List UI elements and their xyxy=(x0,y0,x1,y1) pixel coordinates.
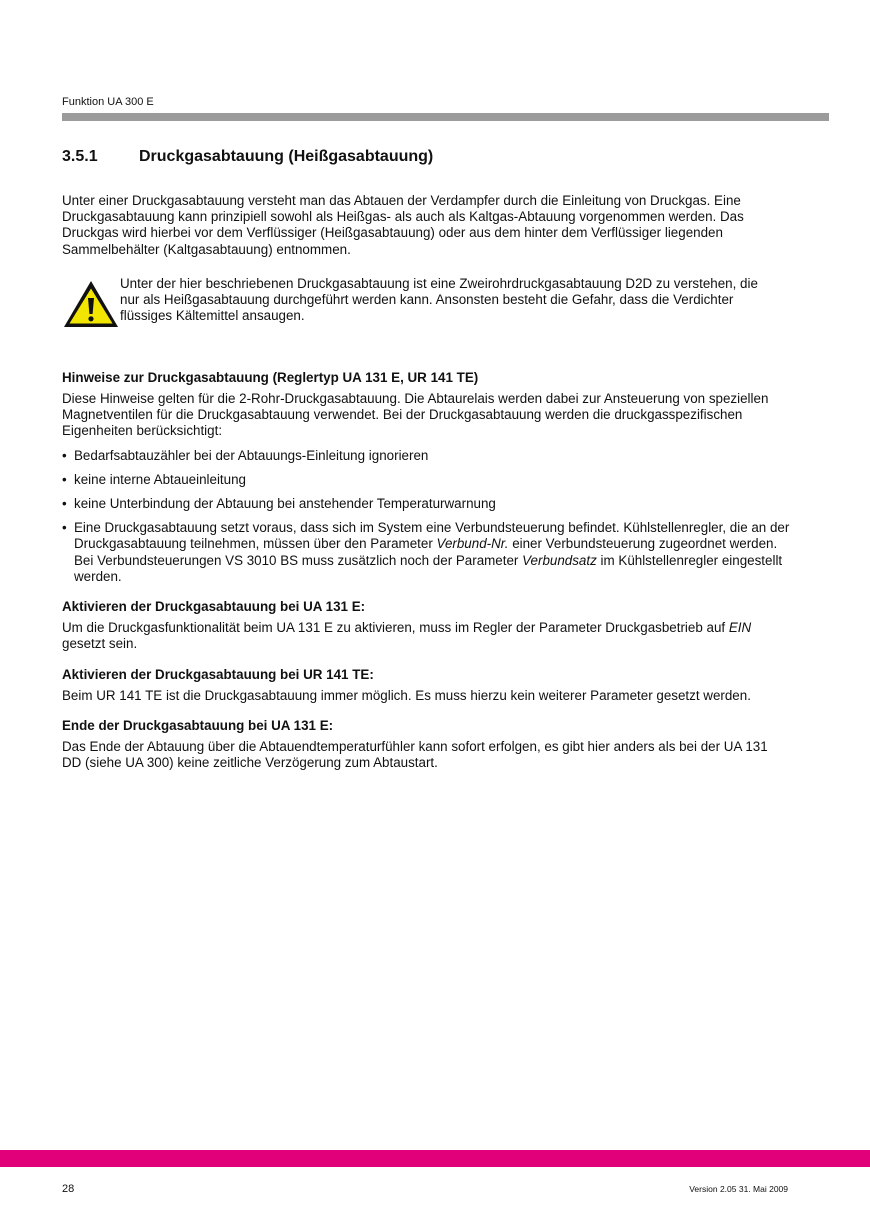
version-info: Version 2.05 31. Mai 2009 xyxy=(689,1184,788,1194)
intro-paragraph: Unter einer Druckgasabtauung versteht man das Abtauen der Verdampfer durch die Einleitung von Druckgas. Eine Druckgasabtauung kann prinzipiell sowohl als Heißgas- als auch als Kaltgas-Abtauung vorgenommen werden. Das Druckgas wird hierbei vor dem Verflüssiger (Heißgasabtauung) oder aus dem hinter dem Verflüssiger liegenden Sammelbehälter (Kaltgasabtauung) entnommen. xyxy=(62,193,744,257)
activate-ur-paragraph: Beim UR 141 TE ist die Druckgasabtauung immer möglich. Es muss hierzu kein weiterer Parameter gesetzt werden. xyxy=(62,687,751,703)
footer-band xyxy=(0,1150,870,1167)
list-item-text xyxy=(74,520,789,584)
hints-paragraph: Diese Hinweise gelten für die 2-Rohr-Druckgasabtauung. Die Abtaurelais werden dabei zur Ansteuerung von speziellen Magnetventilen für die Druckgasabtauung verwendet. Bei der Druckgasabtauung werden die druckgasspezifischen Eigenheiten berücksichtigt: xyxy=(62,391,769,439)
list-item xyxy=(62,448,790,464)
parameter-name: Verbundsatz xyxy=(522,552,597,568)
parameter-value: EIN xyxy=(728,620,752,636)
running-title: Funktion UA 300 E xyxy=(62,96,154,108)
activate-ur-heading: Aktivieren der Druckgasabtauung bei UR 141 TE: xyxy=(62,666,374,682)
page-number: 28 xyxy=(62,1183,75,1195)
page-body xyxy=(62,193,790,772)
list-item xyxy=(62,520,790,585)
end-ua-paragraph: Das Ende der Abtauung über die Abtauendtemperaturfühler kann sofort erfolgen, es gibt hier anders als bei der UA 131 DD (siehe UA 300) keine zeitliche Verzögerung zum Abtaustart. xyxy=(62,739,768,771)
paragraph-part: Um die Druckgasfunktionalität beim UA 131 E zu aktivieren, muss im Regler der Parameter Druckgasbetrieb auf xyxy=(62,620,729,636)
bullet-dot: • xyxy=(62,471,67,487)
list-item xyxy=(62,472,790,488)
list-item-text: keine Unterbindung der Abtauung bei anstehender Temperaturwarnung xyxy=(74,496,496,512)
bullet-dot: • xyxy=(62,496,67,512)
bullet-text-part: Eine Druckgasabtauung setzt voraus, dass sich im System eine Verbundsteuerung befindet. Kühlstellenregler, die an der Druckgasabtauung teilnehmen, müssen über den Parameter xyxy=(74,520,790,552)
list-item-text: Bedarfsabtauzähler bei der Abtauungs-Einleitung ignorieren xyxy=(74,447,429,463)
activate-ua-paragraph xyxy=(62,620,790,652)
hints-heading: Hinweise zur Druckgasabtauung (Reglertyp UA 131 E, UR 141 TE) xyxy=(62,369,479,385)
parameter-name: Verbund-Nr. xyxy=(436,536,509,552)
paragraph-part: gesetzt sein. xyxy=(62,636,138,652)
bullet-text-part: einer Verbundsteuerung zugeordnet werden. Bei Verbundsteuerungen VS 3010 BS muss zusätzlich noch der Parameter xyxy=(74,536,778,568)
bullet-text-part: im Kühlstellenregler eingestellt werden. xyxy=(74,552,783,584)
list-item-text: keine interne Abtaueinleitung xyxy=(74,471,246,487)
activate-ua-heading: Aktivieren der Druckgasabtauung bei UA 131 E: xyxy=(62,599,366,615)
section-heading xyxy=(62,148,433,166)
bullet-dot: • xyxy=(62,447,67,463)
warning-triangle-icon xyxy=(62,279,120,329)
warning-text: Unter der hier beschriebenen Druckgasabtauung ist eine Zweirohrdruckgasabtauung D2D zu verstehen, die nur als Heißgasabtauung durchgeführt werden kann. Ansonsten besteht die Gefahr, dass die Verdichter flüssiges Kältemittel ansaugen. xyxy=(120,275,758,324)
warning-box xyxy=(62,276,790,329)
section-number: 3.5.1 xyxy=(62,148,98,165)
bullet-dot: • xyxy=(62,520,67,536)
section-title: Druckgasabtauung (Heißgasabtauung) xyxy=(139,148,434,165)
list-item xyxy=(62,496,790,512)
end-ua-heading: Ende der Druckgasabtauung bei UA 131 E: xyxy=(62,718,334,734)
hints-list xyxy=(62,448,790,585)
header-rule xyxy=(62,113,829,121)
